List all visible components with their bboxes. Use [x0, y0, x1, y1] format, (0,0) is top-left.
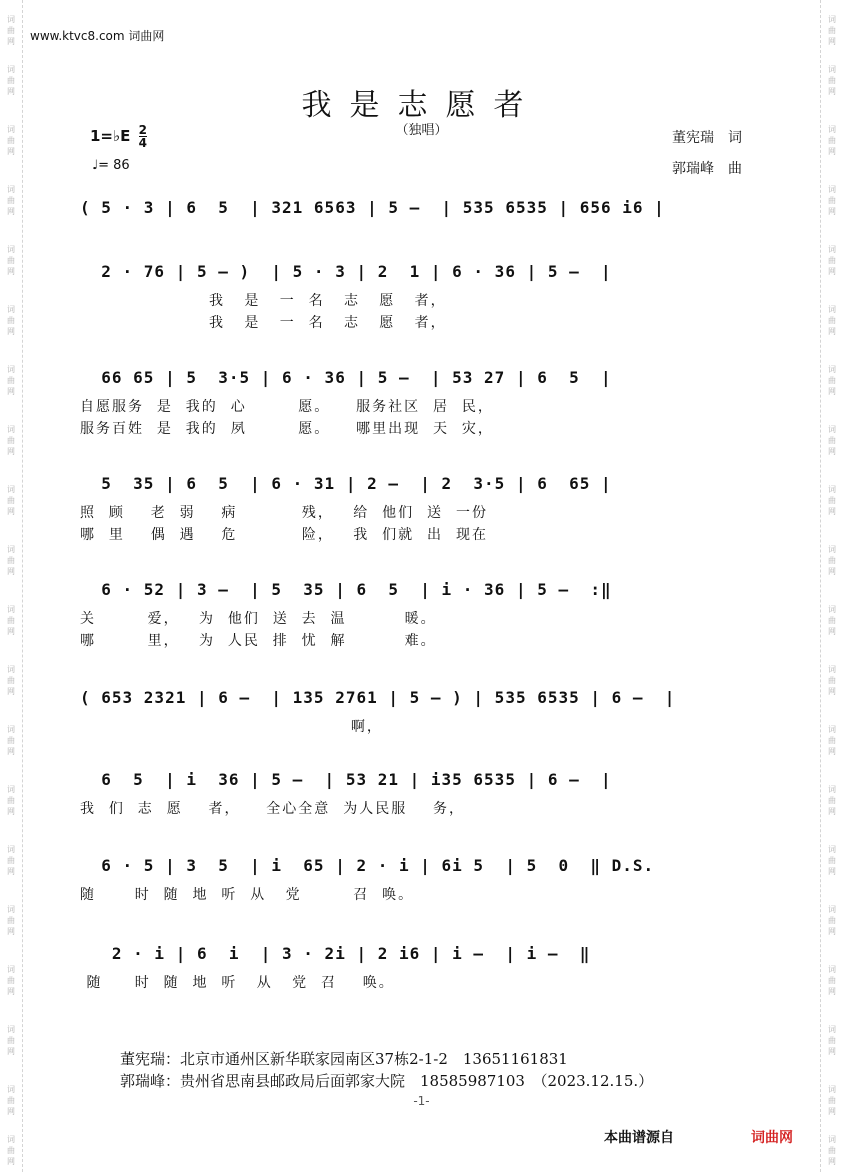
notation: 2 · 76 | 5 – ) | 5 · 3 | 2 1 | 6 · 36 | 5 – |: [80, 262, 612, 281]
score-line-6: [0, 688, 843, 748]
watermark-text: 词 曲 网: [7, 905, 15, 936]
watermark-text: 词 曲 网: [7, 1025, 15, 1056]
source-brand-link[interactable]: 词曲网: [751, 1130, 793, 1146]
score-line-9: [0, 944, 843, 1004]
watermark-text: 词 曲 网: [7, 425, 15, 456]
watermark-text: 词 曲 网: [828, 545, 836, 576]
score-line-8: [0, 856, 843, 916]
lyricist-contact: 董宪瑞：北京市通州区新华联家园南区37栋2-1-2 13651161831: [120, 1050, 568, 1068]
watermark-text: 词 曲 网: [7, 15, 15, 46]
watermark-text: 词 曲 网: [7, 485, 15, 516]
key-label: 1=♭E: [90, 127, 131, 145]
lyricist-credit: 董宪瑞 词: [672, 130, 742, 146]
watermark-text: 词 曲 网: [828, 65, 836, 96]
lyric-verse-2: 哪 里 偶 遇 危 险， 我 们就 出 现在: [80, 527, 488, 543]
watermark-text: 词 曲 网: [828, 1085, 836, 1116]
lyric-verse-1: 我 们 志 愿 者， 全心全意 为人民服 务，: [80, 801, 466, 817]
time-denominator: 4: [138, 136, 147, 150]
score-line-3: [0, 368, 843, 437]
lyric-verse-1: 自愿服务 是 我的 心 愿。 服务社区 居 民，: [80, 399, 494, 415]
notation: 6 · 5 | 3 5 | i 65 | 2 · i | 6i 5 | 5 0 ‖ D.S.: [80, 856, 655, 875]
watermark-text: 词 曲 网: [7, 1085, 15, 1116]
watermark-text: 词 曲 网: [7, 65, 15, 96]
score-line-1: [0, 198, 843, 258]
notation: 6 5 | i 36 | 5 – | 53 21 | i35 6535 | 6 – |: [80, 770, 612, 789]
watermark-text: 词 曲 网: [7, 605, 15, 636]
watermark-text: 词 曲 网: [828, 125, 836, 156]
watermark-text: 词 曲 网: [828, 845, 836, 876]
composer-contact: 郭瑞峰：贵州省思南县邮政局后面郭家大院 18585987103 （2023.12.15.）: [120, 1072, 654, 1090]
watermark-text: 词 曲 网: [828, 785, 836, 816]
lyric-verse-1: 我 是 一 名 志 愿 者，: [80, 293, 447, 309]
lyric-verse-2: 我 是 一 名 志 愿 者，: [80, 315, 447, 331]
notation: 5 35 | 6 5 | 6 · 31 | 2 – | 2 3·5 | 6 65 |: [80, 474, 612, 493]
lyric-verse-1: 啊，: [80, 719, 383, 735]
watermark-text: 词 曲 网: [828, 1135, 836, 1166]
watermark-text: 词 曲 网: [828, 245, 836, 276]
watermark-text: 词 曲 网: [7, 785, 15, 816]
watermark-text: 词 曲 网: [828, 15, 836, 46]
watermark-text: 词 曲 网: [7, 845, 15, 876]
score-line-4: [0, 474, 843, 543]
watermark-text: 词 曲 网: [828, 365, 836, 396]
notation: ( 653 2321 | 6 – | 135 2761 | 5 – ) | 535 6535 | 6 – |: [80, 688, 676, 707]
watermark-text: 词 曲 网: [828, 725, 836, 756]
lyric-verse-2: 服务百姓 是 我的 夙 愿。 哪里出现 天 灾，: [80, 421, 494, 437]
watermark-text: 词 曲 网: [828, 1025, 836, 1056]
watermark-text: 词 曲 网: [7, 665, 15, 696]
source-label: 本曲谱源自: [604, 1130, 674, 1146]
watermark-text: 词 曲 网: [828, 905, 836, 936]
time-numerator: 2: [138, 123, 147, 137]
watermark-text: 词 曲 网: [828, 965, 836, 996]
lyric-verse-1: 随 时 随 地 听 从 党 召 唤。: [80, 975, 395, 991]
composer-credit: 郭瑞峰 曲: [672, 161, 742, 177]
song-title: 我是志愿者: [301, 88, 542, 123]
watermark-text: 词 曲 网: [828, 485, 836, 516]
site-url: www.ktvc8.com 词曲网: [30, 29, 165, 43]
page-number: -1-: [413, 1094, 430, 1108]
watermark-text: 词 曲 网: [7, 245, 15, 276]
watermark-text: 词 曲 网: [7, 545, 15, 576]
key-signature: [90, 124, 147, 149]
score-line-2: [0, 262, 843, 331]
watermark-text: 词 曲 网: [7, 1135, 15, 1166]
notation: 6 · 52 | 3 – | 5 35 | 6 5 | i · 36 | 5 – :‖: [80, 580, 612, 599]
score-line-5: [0, 580, 843, 649]
watermark-text: 词 曲 网: [828, 605, 836, 636]
watermark-text: 词 曲 网: [7, 725, 15, 756]
lyric-verse-1: 随 时 随 地 听 从 党 召 唤。: [80, 887, 415, 903]
watermark-text: 词 曲 网: [7, 305, 15, 336]
watermark-text: 词 曲 网: [7, 365, 15, 396]
lyric-verse-2: 哪 里， 为 人民 排 忧 解 难。: [80, 633, 437, 649]
watermark-text: 词 曲 网: [828, 425, 836, 456]
score-line-7: [0, 770, 843, 830]
notation: 2 · i | 6 i | 3 · 2i | 2 i6 | i – | i – ‖: [80, 944, 591, 963]
time-signature: [139, 124, 147, 149]
lyric-verse-1: 照 顾 老 弱 病 残， 给 他们 送 一份: [80, 505, 488, 521]
notation: ( 5 · 3 | 6 5 | 321 6563 | 5 – | 535 6535 | 656 i6 |: [80, 198, 665, 217]
watermark-text: 词 曲 网: [828, 185, 836, 216]
watermark-text: 词 曲 网: [828, 665, 836, 696]
song-subtitle: （独唱）: [395, 123, 448, 138]
lyric-verse-1: 关 爱， 为 他们 送 去 温 暖。: [80, 611, 437, 627]
watermark-text: 词 曲 网: [7, 965, 15, 996]
watermark-text: 词 曲 网: [7, 125, 15, 156]
tempo-marking: ♩= 86: [92, 158, 130, 173]
notation: 66 65 | 5 3·5 | 6 · 36 | 5 – | 53 27 | 6 5 |: [80, 368, 612, 387]
watermark-text: 词 曲 网: [7, 185, 15, 216]
watermark-text: 词 曲 网: [828, 305, 836, 336]
